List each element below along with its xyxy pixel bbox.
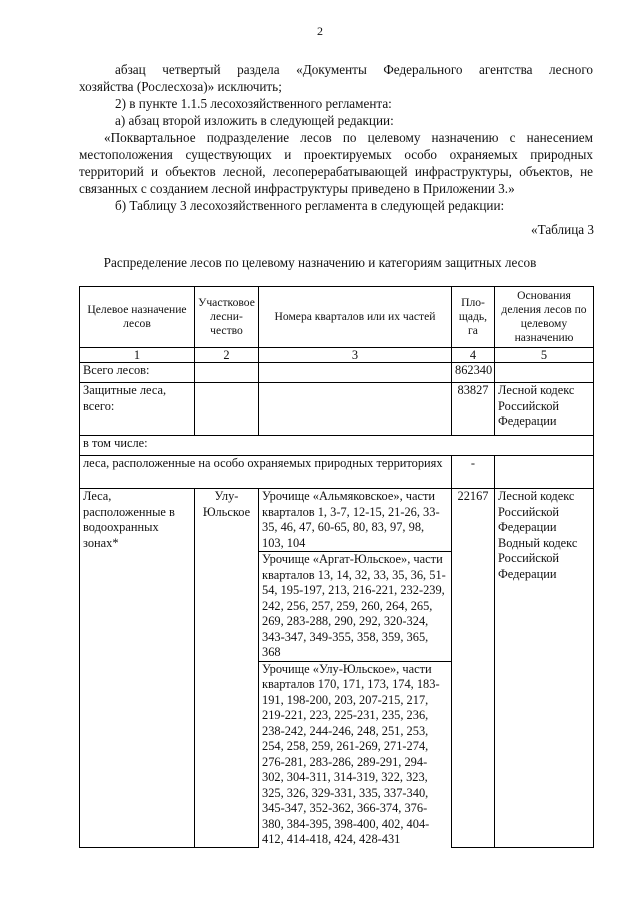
column-number-row <box>80 348 594 363</box>
row-basis: Лесной кодекс Российской Федерации <box>495 383 594 436</box>
row-label: Защитные леса, всего: <box>80 383 195 436</box>
row-basis: Лесной кодекс Российской Федерации Водный кодекс Российской Федерации <box>495 489 594 848</box>
table-row <box>80 456 594 489</box>
header-purpose: Целевое назначение лесов <box>80 287 195 348</box>
column-number: 1 <box>80 348 195 363</box>
quote-line: местоположения существующих и проектируемых особо охраняемых природных <box>79 147 593 162</box>
column-number: 2 <box>195 348 259 363</box>
row-label: в том числе: <box>80 436 594 456</box>
row-area: 862340 <box>452 363 495 383</box>
forest-distribution-table <box>79 286 594 848</box>
table-row <box>80 489 594 552</box>
table-header-row <box>80 287 594 348</box>
table-caption: Распределение лесов по целевому назначению и категориям защитных лесов <box>103 255 537 270</box>
column-number: 5 <box>495 348 594 363</box>
header-area: Пло-щадь, га <box>452 287 495 348</box>
row-area: 22167 <box>452 489 495 848</box>
row-label: Леса, расположенные в водоохранных зонах* <box>80 489 195 848</box>
row-label: леса, расположенные на особо охраняемых природных территориях <box>80 456 452 489</box>
header-forestry: Участковое лесни-чество <box>195 287 259 348</box>
paragraph-line: 2) в пункте 1.1.5 лесохозяйственного регламента: <box>115 96 392 111</box>
quote-line: территорий и объектов лесной, лесоперерабатывающей инфраструктуры, объектов, не <box>79 164 593 179</box>
row-area: 83827 <box>452 383 495 436</box>
paragraph-line: а) абзац второй изложить в следующей редакции: <box>115 113 394 128</box>
quarters-cell: Урочище «Аргат-Юльское», части кварталов 13, 14, 32, 33, 35, 36, 51-54, 195-197, 213, 216-221, 232-239, 242, 256, 257, 259, 260, 264, 265, 269, 283-288, 290, 292, 320-324, 343-347, 349-355, 358, 359, 365, 368 <box>259 552 452 662</box>
table-row <box>80 436 594 456</box>
quote-line: связанных с созданием лесной инфраструктуры приведено в Приложении 3.» <box>79 181 515 196</box>
quarters-cell: Урочище «Альмяковское», части кварталов 1, 3-7, 12-15, 21-26, 33-35, 46, 47, 60-65, 80, 83, 97, 98, 103, 104 <box>259 489 452 552</box>
paragraph-line: абзац четвертый раздела «Документы Федерального агентства лесного <box>115 62 593 77</box>
header-basis: Основания деления лесов по целевому назначению <box>495 287 594 348</box>
table-row <box>80 363 594 383</box>
table-label: «Таблица 3 <box>531 222 594 237</box>
header-quarters: Номера кварталов или их частей <box>259 287 452 348</box>
paragraph-line: б) Таблицу 3 лесохозяйственного регламента в следующей редакции: <box>115 198 505 213</box>
row-label: Всего лесов: <box>80 363 195 383</box>
quote-line: «Поквартальное подразделение лесов по целевому назначению с нанесением <box>104 130 593 145</box>
column-number: 4 <box>452 348 495 363</box>
column-number: 3 <box>259 348 452 363</box>
table-row <box>80 383 594 436</box>
quarters-cell: Урочище «Улу-Юльское», части кварталов 170, 171, 173, 174, 183-191, 198-200, 203, 207-215, 217, 219-221, 223, 225-231, 235, 236, 238-242, 244-246, 248, 251, 253, 254, 258, 259, 261-269, 271-274, 276-281, 283-286, 289-291, 294-302, 304-311, 314-319, 322, 323, 325, 326, 329-331, 335, 337-340, 345-347, 352-362, 366-374, 376-380, 384-395, 398-400, 402, 404-412, 414-418, 424, 428-431 <box>259 661 452 848</box>
row-area: - <box>452 456 495 489</box>
page-number: 2 <box>317 24 323 38</box>
row-forestry: Улу-Юльское <box>195 489 259 848</box>
paragraph-line: хозяйства (Рослесхоза)» исключить; <box>79 79 282 94</box>
